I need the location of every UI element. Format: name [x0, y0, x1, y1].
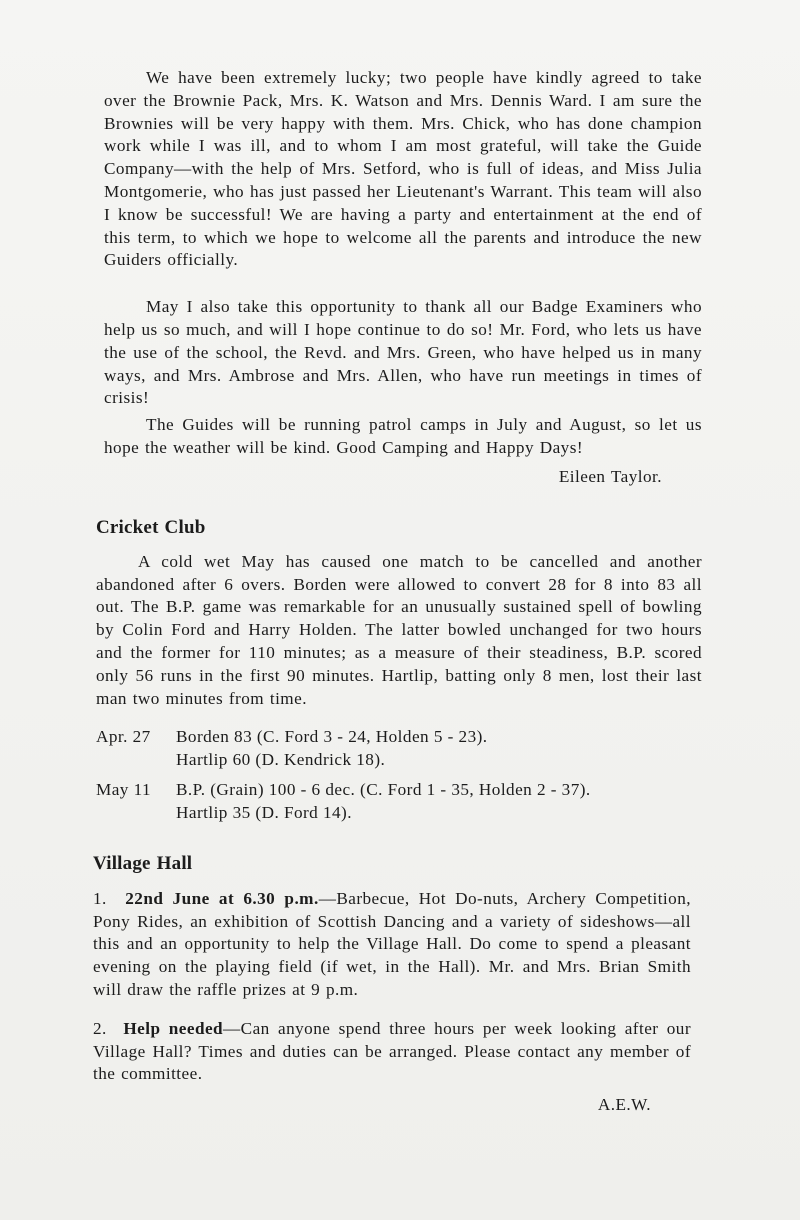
cricket-club-section [96, 517, 702, 710]
guides-paragraph-3: The Guides will be running patrol camps in July and August, so let us hope the weather will be kind. Good Camping and Happy Days! [104, 415, 702, 457]
item-text: —Can anyone spend three hours per week looking after our Village Hall? Times and duties can be arranged. Please contact any member of the committee. [93, 1018, 691, 1084]
village-hall-section [93, 853, 691, 1117]
village-hall-item-2 [93, 1018, 691, 1086]
item-text: —Barbecue, Hot Do-nuts, Archery Competition, Pony Rides, an exhibition of Scottish Dancing and a variety of sideshows—all this and an opportunity to help the Village Hall. Do come to spend a pleasant evening on the playing field (if wet, in the Hall). Mr. and Mrs. Brian Smith will draw the raffle prizes at 9 p.m. [93, 888, 691, 999]
village-hall-item-1 [93, 888, 691, 1002]
result-entry [96, 726, 716, 771]
item-lead: Help needed [123, 1018, 224, 1038]
result-date: Apr. 27 [96, 727, 151, 746]
result-date: May 11 [96, 780, 152, 799]
village-hall-heading: Village Hall [93, 853, 193, 874]
result-line: Hartlip 60 (D. Kendrick 18). [176, 749, 386, 769]
guides-letter [104, 67, 702, 489]
item-lead: 22nd June at 6.30 p.m. [125, 888, 319, 908]
cricket-results [96, 726, 716, 824]
cricket-club-heading: Cricket Club [96, 517, 206, 538]
guides-signature: Eileen Taylor. [558, 466, 662, 486]
village-hall-signature: A.E.W. [597, 1095, 651, 1115]
guides-paragraph-1: We have been extremely lucky; two people have kindly agreed to take over the Brownie Pack, Mrs. K. Watson and Mrs. Dennis Ward. I am sure the Brownies will be very happy with them. Mrs. Chick, who has done champion work while I was ill, and to whom I am most grateful, will take the Guide Company—with the help of Mrs. Setford, who is full of ideas, and Miss Julia Montgomerie, who has just passed her Lieutenant's Warrant. This team will also I know be successful! We are having a party and entertainment at the end of this term, to which we hope to welcome all the parents and introduce the new Guiders officially. [104, 68, 702, 270]
item-number: 1. [93, 888, 107, 908]
guides-paragraph-2: May I also take this opportunity to thank all our Badge Examiners who help us so much, and will I hope continue to do so! Mr. Ford, who lets us have the use of the school, the Revd. and Mrs. Green, who have helped us in many ways, and Mrs. Ambrose and Mrs. Allen, who have run meetings in times of crisis! [104, 297, 702, 408]
result-line: Hartlip 35 (D. Ford 14). [176, 802, 352, 822]
cricket-club-body: A cold wet May has caused one match to be cancelled and another abandoned after 6 overs. Borden were allowed to convert 28 for 8 into 83 all out. The B.P. game was remarkable for an unusually sustained spell of bowling by Colin Ford and Harry Holden. The latter bowled unchanged for two hours and the former for 110 minutes; as a measure of their steadiness, B.P. scored only 56 runs in the first 90 minutes. Hartlip, batting only 8 men, lost their last man two minutes from time. [96, 551, 702, 708]
result-entry [96, 779, 716, 824]
result-line: B.P. (Grain) 100 - 6 dec. (C. Ford 1 - 35, Holden 2 - 37). [176, 780, 591, 799]
item-number: 2. [93, 1018, 107, 1038]
result-line: Borden 83 (C. Ford 3 - 24, Holden 5 - 23). [176, 727, 488, 746]
